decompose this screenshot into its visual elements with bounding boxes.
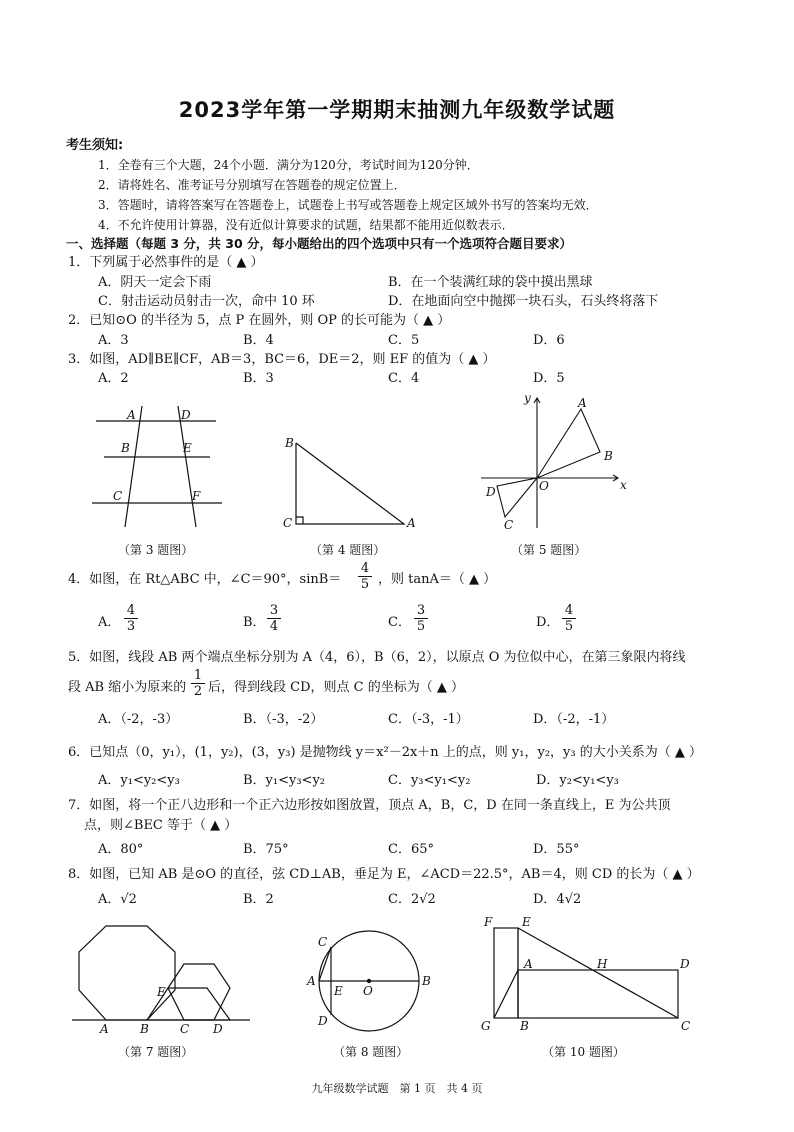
fig8-label: O	[363, 984, 373, 998]
q5-line2-pre: 段 AB 缩小为原来的	[68, 680, 187, 695]
q7-option-c: C．65°	[388, 842, 434, 857]
q5-fraction	[191, 668, 205, 699]
fig5-label: D	[486, 485, 496, 499]
q4-stem-fraction	[358, 561, 372, 592]
q7-line2: 点，则∠BEC 等于（ ▲ ）	[84, 818, 238, 833]
q6-option-d: D．y₂<y₁<y₃	[536, 773, 619, 788]
fig3-label: B	[121, 441, 130, 455]
q4-option-c-label: C．	[388, 615, 411, 630]
fig7-label: B	[140, 1022, 149, 1036]
q6-stem: 6．已知点（0，y₁），(1，y₂)，(3，y₃) 是抛物线 y＝x²－2x＋n 上的点，则 y₁，y₂，y₃ 的大小关系为（ ▲ ）	[68, 745, 702, 760]
fraction-denominator: 4	[269, 619, 279, 634]
fig10-label: F	[484, 915, 493, 929]
q1-option-a: A．阴天一定会下雨	[98, 275, 212, 290]
q6-option-c: C．y₃<y₁<y₂	[388, 773, 471, 788]
q1-option-b: B．在一个装满红球的袋中摸出黑球	[388, 275, 593, 290]
fig4-label: C	[283, 516, 293, 530]
q5-line1: 5．如图，线段 AB 两个端点坐标分别为 A（4，6），B（6，2），以原点 O 为位似中心，在第三象限内将线	[68, 650, 686, 665]
q3-option-d: D．5	[533, 371, 565, 386]
fig8-caption: （第 8 题图）	[333, 1045, 409, 1059]
fraction-numerator: 3	[267, 603, 281, 619]
fig3-caption: （第 3 题图）	[118, 543, 194, 557]
q6-option-b: B．y₁<y₃<y₂	[243, 773, 326, 788]
q4-option-b-fraction	[267, 603, 281, 634]
fig10-label: H	[597, 957, 608, 971]
fig8-label: C	[318, 935, 328, 949]
q3-option-c: C．4	[388, 371, 420, 386]
figure-7	[72, 926, 250, 1020]
q4-option-d-label: D．	[536, 615, 560, 630]
q2-stem: 2．已知⊙O 的半径为 5，点 P 在圆外，则 OP 的长可能为（ ▲ ）	[68, 313, 451, 328]
figure-5	[481, 398, 618, 528]
q4-stem-pre: 4．如图，在 Rt△ABC 中，∠C＝90°，sinB＝	[68, 572, 342, 587]
q7-option-a: A．80°	[98, 842, 144, 857]
q8-option-d: D．4√2	[533, 892, 582, 907]
fig7-label: D	[213, 1022, 223, 1036]
fraction-denominator: 5	[564, 619, 574, 634]
fraction-numerator: 1	[191, 668, 205, 684]
fig3-label: D	[181, 408, 191, 422]
notice-item: 1．全卷有三个大题，24个小题．满分为120分，考试时间为120分钟．	[98, 158, 479, 172]
fraction-numerator: 4	[562, 603, 576, 619]
q5-line2-post: 后，得到线段 CD，则点 C 的坐标为（ ▲ ）	[208, 680, 464, 695]
fig3-label: E	[183, 441, 192, 455]
q6-option-a: A．y₁<y₂<y₃	[98, 773, 180, 788]
q2-option-b: B．4	[243, 333, 274, 348]
q8-option-b: B．2	[243, 892, 274, 907]
figure-8	[319, 931, 419, 1031]
fig8-label: D	[318, 1014, 328, 1028]
q4-option-a-fraction	[124, 603, 138, 634]
figure-3	[92, 406, 222, 527]
fraction-numerator: 3	[414, 603, 428, 619]
fig3-label: A	[127, 408, 136, 422]
notice-heading: 考生须知:	[66, 138, 124, 153]
fig10-label: D	[680, 957, 690, 971]
q4-option-d-fraction	[562, 603, 576, 634]
fig3-label: F	[192, 489, 201, 503]
fig7-caption: （第 7 题图）	[118, 1045, 194, 1059]
fig5-label: B	[604, 449, 613, 463]
page-title: 2023学年第一学期期末抽测九年级数学试题	[178, 98, 616, 122]
fig3-label: C	[113, 489, 123, 503]
fig5-label: C	[504, 518, 514, 532]
q3-stem: 3．如图，AD∥BE∥CF，AB＝3，BC＝6，DE＝2，则 EF 的值为（ ▲ ）	[68, 352, 496, 367]
q4-stem-post: ，则 tanA＝（ ▲ ）	[378, 572, 497, 587]
fig10-label: C	[681, 1019, 691, 1033]
fraction-denominator: 2	[193, 684, 203, 699]
q2-option-d: D．6	[533, 333, 565, 348]
fig4-label: B	[285, 436, 294, 450]
fig5-label: O	[539, 479, 549, 493]
fig8-label: A	[307, 974, 316, 988]
q2-option-a: A．3	[98, 333, 129, 348]
fraction-denominator: 3	[126, 619, 136, 634]
fig7-label: C	[180, 1022, 190, 1036]
fig5-label: x	[620, 478, 627, 492]
q3-option-b: B．3	[243, 371, 274, 386]
fig4-label: A	[407, 516, 416, 530]
q1-option-d: D．在地面向空中抛掷一块石头，石头终将落下	[388, 294, 659, 309]
fig10-caption: （第 10 题图）	[542, 1045, 625, 1059]
figure-10	[494, 928, 678, 1018]
fig10-label: A	[524, 957, 533, 971]
fig7-label: A	[100, 1022, 109, 1036]
fraction-numerator: 4	[358, 561, 372, 577]
q5-option-a: A．（-2，-3）	[98, 712, 179, 727]
q7-option-d: D．55°	[533, 842, 580, 857]
q7-line1: 7．如图，将一个正八边形和一个正六边形按如图放置，顶点 A，B，C，D 在同一条直线上，E 为公共顶	[68, 798, 671, 813]
q5-option-b: B．（-3，-2）	[243, 712, 324, 727]
fig10-label: G	[481, 1019, 491, 1033]
page-footer: 九年级数学试题 第 1 页 共 4 页	[311, 1082, 483, 1095]
fig5-label: y	[524, 391, 531, 405]
fig8-label: B	[422, 974, 431, 988]
q1-option-c: C．射击运动员射击一次，命中 10 环	[98, 294, 315, 309]
section-heading: 一、选择题（每题 3 分，共 30 分，每小题给出的四个选项中只有一个选项符合题目要求）	[66, 236, 573, 251]
q7-option-b: B．75°	[243, 842, 289, 857]
fig5-label: A	[578, 396, 587, 410]
q8-option-a: A．√2	[98, 892, 137, 907]
q4-option-a-label: A．	[98, 615, 121, 630]
q3-option-a: A．2	[98, 371, 129, 386]
fig10-label: B	[520, 1019, 529, 1033]
q5-option-c: C．（-3，-1）	[388, 712, 469, 727]
q8-option-c: C．2√2	[388, 892, 436, 907]
fig8-label: E	[334, 984, 343, 998]
notice-item: 4．不允许使用计算器，没有近似计算要求的试题，结果都不能用近似数表示．	[98, 218, 514, 232]
q4-option-c-fraction	[414, 603, 428, 634]
q4-option-b-label: B．	[243, 615, 266, 630]
notice-item: 2．请将姓名、准考证号分别填写在答题卷的规定位置上．	[98, 178, 406, 192]
fraction-denominator: 5	[360, 577, 370, 592]
notice-item: 3．答题时，请将答案写在答题卷上，试题卷上书写或答题卷上规定区域外书写的答案均无效．	[98, 198, 598, 212]
fraction-numerator: 4	[124, 603, 138, 619]
fig7-label: E	[157, 985, 166, 999]
q8-stem: 8．如图，已知 AB 是⊙O 的直径，弦 CD⊥AB，垂足为 E，∠ACD＝22.5°，AB＝4，则 CD 的长为（ ▲ ）	[68, 867, 700, 882]
fig5-caption: （第 5 题图）	[511, 543, 587, 557]
figure-4	[296, 443, 404, 524]
q2-option-c: C．5	[388, 333, 420, 348]
fig4-caption: （第 4 题图）	[310, 543, 386, 557]
q1-stem: 1．下列属于必然事件的是（ ▲ ）	[68, 255, 264, 270]
q5-option-d: D．（-2，-1）	[533, 712, 615, 727]
fig10-label: E	[522, 915, 531, 929]
fraction-denominator: 5	[416, 619, 426, 634]
